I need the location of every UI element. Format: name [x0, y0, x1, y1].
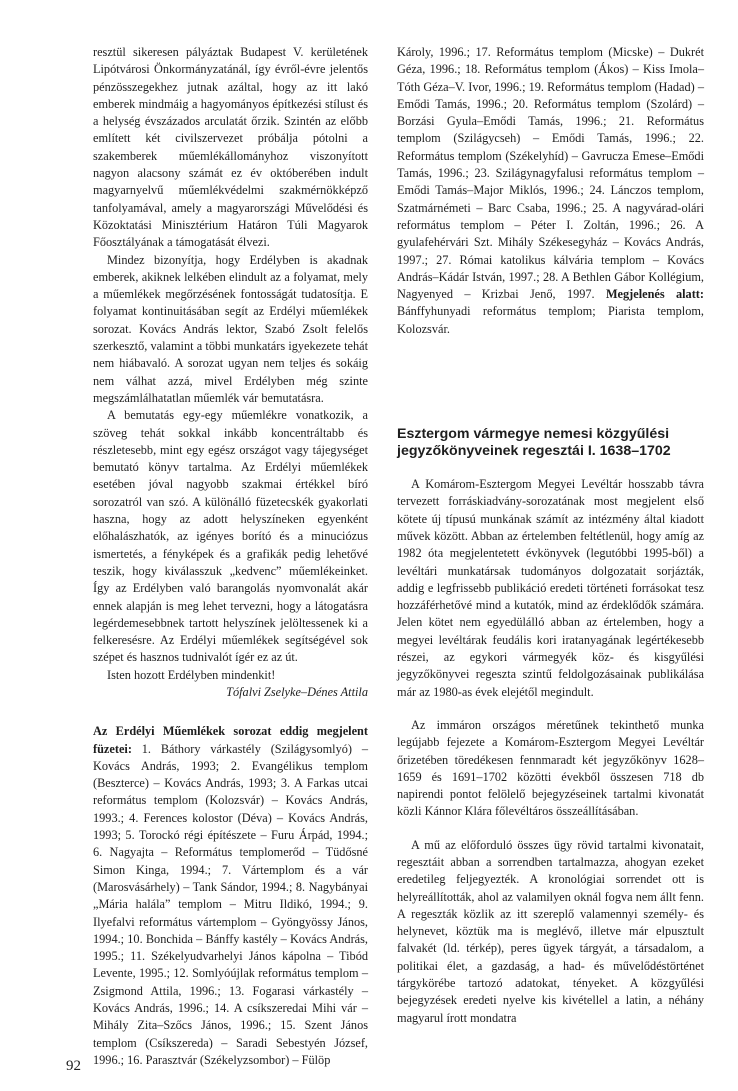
series-list-left — [93, 723, 368, 1069]
forthcoming-label: Megjelenés alatt: — [605, 287, 704, 302]
right-column — [397, 44, 704, 1027]
series-list-items-left: 1. Báthory várkastély (Szilágysomlyó) – Kovács András, 1993; 2. Evangélikus templom (Beszterce) – Kovács András, 1993; 3. A Farkas utcai református templom (Kolozsvár) – Kovács András, 1993.; 4. Ferences kolostor (Déva) – Kovács András, 1993; 5. Torockó régi építészete – Furu Árpád, 1994.; 6. Nagyajta – Református templomerőd – Tüdősné Simon Kinga, 1994.; 7. Vártemplom és a vár (Marosvásárhely) – Tank Sándor, 1994.; 8. Nagybányai „Mária halála” templom – Mitru Ildikó, 1994.; 9. Ilyefalvi református vártemplom – Gyöngyössy János, 1994.; 10. Bonchida – Bánffy kastély – Kovács András, 1995.; 11. Székelyudvarhelyi János kápolna – Tibód Levente, 1995.; 12. Somlyóújlak református templom – Zsigmond Attila, 1996.; 13. Fogarasi várkastély – Kovács András, 1996.; 14. A csíkszeredai Mihi vár – Mihály Zita–Szőcs János, 1996.; 15. Szent János templom (Csíkszereda) – Saradi Sebestyén József, 1996.; 16. Parasztvár (Székelyzsombor) – Fülöp — [93, 741, 368, 1067]
forthcoming-text: Bánffyhunyadi református templom; Piarista templom, Kolozsvár. — [397, 304, 704, 336]
article-paragraph-3: A mű az előforduló összes ügy rövid tartalmi kivonatait, regesztáit abban a sorrendben tartalmazza, ahogyan ezeket eredetileg feljegyezték. A kronológiai sorrendet ott is helyreállították, ahol az valamilyen oknál fogva nem állt fenn. A regeszták közlik az itt szereplő valamennyi személy- és helynevet, köztük ma is meglévő, illetve már elpusztult falvakét (ld. térkép), peres ügyek tárgyát, a társadalom, a politikai élet, a gazdaság, a had- és művelődéstörténet tárgykörébe tartozó adatokat, tényeket. A közgyűlési bejegyzések eredeti nyelve kis kivétellel a latin, a néhány magyarul írott mondatra — [397, 837, 704, 1025]
signature: Tófalvi Zselyke–Dénes Attila — [226, 684, 368, 699]
paragraph-3: A bemutatás egy-egy műemlékre vonatkozik, a szöveg tehát sokkal inkább koncentráltabb és részletesebb, mint egy egész országot vagy tájegységet bemutató könyv tartalma. Az Erdélyi műemlékek esetében jóval nagyobb szakmai értékkel bíró sorozatról van szó. A különálló füzetecskék gyakorlati haszna, hogy az adott helyszíneken egyenként előhalászhatók, az igényes borító és a minuciózus ismertetés, a fényképek és a grafikák pedig lehetővé teszik, hogy kiválasszuk „kedvenc” műemlékeinket. Így az Erdélyben való barangolás nyomvonalát akár ennek alapján is meg lehet tervezni, hogy a látogatásra legérdemesebbnek tartott helyszínek jelöltessenek ki a felkeresésre. Az Erdélyi műemlékek segítségével sok szépet és hasznos tudnivalót ígér ez az út. — [93, 408, 368, 665]
article-paragraph-2: Az immáron országos méretűnek tekinthető munka legújabb fejezete a Komárom-Esztergom Megyei Levéltár őrizetében töredékesen fennmaradt két jegyzőkönyv 1628–1659 és 1691–1702 közötti évekből összesen 718 db napirendi pontot felölelő bejegyzéseinek tartalmi kivonatát közli Kánnor Klára főlevéltáros összeállításában. — [397, 717, 704, 819]
left-column — [93, 44, 368, 1069]
article-body — [397, 476, 704, 1027]
article-paragraph-1: A Komárom-Esztergom Megyei Levéltár hosszabb távra tervezett forráskiadvány-sorozatának most megjelent első kötete új típusú munkának számít az intézmény által kiadott művek között. Abban az értelemben feltétlenül, hogy amíg az 1982 óta megjelentetett évkönyvek (legutóbbi 1995-ből) a levéltári munkatársak tudományos dolgozatait sorjázták, addig e legfrissebb publikáció eredeti történeti forrásokat tesz hozzáférhetővé mind a kutatók, mind az érdeklődők számára. Jelen kötet nem egyedülálló abban az értelemben, hogy a megyei levéltárak feudális kori iratanyagának legértékesebb részei, az egykori vármegyék köz- és kisgyűlési jegyzőkönyvei regeszta szintű feldolgozásainak publikálása már az 1980-as évek elejétől megindult. — [397, 477, 704, 699]
page-number: 92 — [66, 1058, 81, 1074]
paragraph-1: resztül sikeresen pályáztak Budapest V. kerületének Lipótvárosi Önkormányzatánál, így évről-évre jelentős pénzösszegekhez jutnak azáltal, hogy az itt lakó emberek mindmáig a hagyományos építkezési stílust és a helység évszázados arculatát őrzik. Szintén az előbb említett két civilszervezet próbálja pótolni a szakemberek műemlékállományhoz viszonyított nagyon alacsony számát ez év októberében indult magyarnyelvű műemlékvédelmi szakmérnökképző tanfolyamával, amely a magyarországi Művelődési és Közoktatási Minisztérium Határon Túli Magyarok Főosztályának a támogatását élvezi. — [93, 45, 368, 250]
series-list-items-right: Károly, 1996.; 17. Református templom (Micske) – Dukrét Géza, 1996.; 18. Református templom (Ákos) – Kiss Imola–Tóth Géza–V. Ivor, 1996.; 19. Református templom (Hadad) – Emődi Tamás, 1996.; 20. Református templom (Szolárd) – Borzási Gyula–Emődi Tamás, 1996.; 21. Református templom (Szilágycseh) – Emődi Tamás, 1996.; 22. Református templom (Székelyhíd) – Gavrucza Emese–Emődi Tamás, 1996.; 23. Szilágynagyfalusi református templom – Emődi Tamás–Major Miklós, 1996.; 24. Lánczos templom, Szatmárnémeti – Barc Csaba, 1996.; 25. A nagyvárad-olári református templom – Péter I. Zoltán, 1996.; 26. A gyulafehérvári Szt. Mihály Székesegyház – Kovács András, 1997.; 27. Római katolikus kálvária templom – Kovács András–Kádár István, 1997.; 28. A Bethlen Gábor Kollégium, Nagyenyed – Krizbai Jenő, 1997. — [397, 45, 704, 302]
paragraph-2: Mindez bizonyítja, hogy Erdélyben is akadnak emberek, akiknek lelkében elindult az a folyamat, mely a műemlékek megőrzésének fontosságát tudatosítja. E folyamat kontinuitásában segít az Erdélyi műemlékek sorozat. Kovács András lektor, Szabó Zsolt felelős szerkesztő, valamint a többi munkatárs igyekezete tehát nem hiábavaló. A sorozat ugyan nem teljes és sokáig nem válhat azzá, mivel Erdélyben még szinte megszámlálhatatlan műemlék vár bemutatásra. — [93, 252, 368, 405]
article-title: Esztergom vármegye nemesi közgyűlési jegyzőkönyveinek regesztái I. 1638–1702 — [397, 426, 671, 460]
series-list-heading: Az Erdélyi Műemlékek sorozat eddig megjelent füzetei: — [93, 724, 368, 756]
paragraph-4: Isten hozott Erdélyben mindenkit! — [107, 667, 276, 682]
paragraph-spacer — [397, 821, 704, 837]
paragraph-spacer — [397, 701, 704, 717]
series-list-right — [397, 44, 704, 338]
